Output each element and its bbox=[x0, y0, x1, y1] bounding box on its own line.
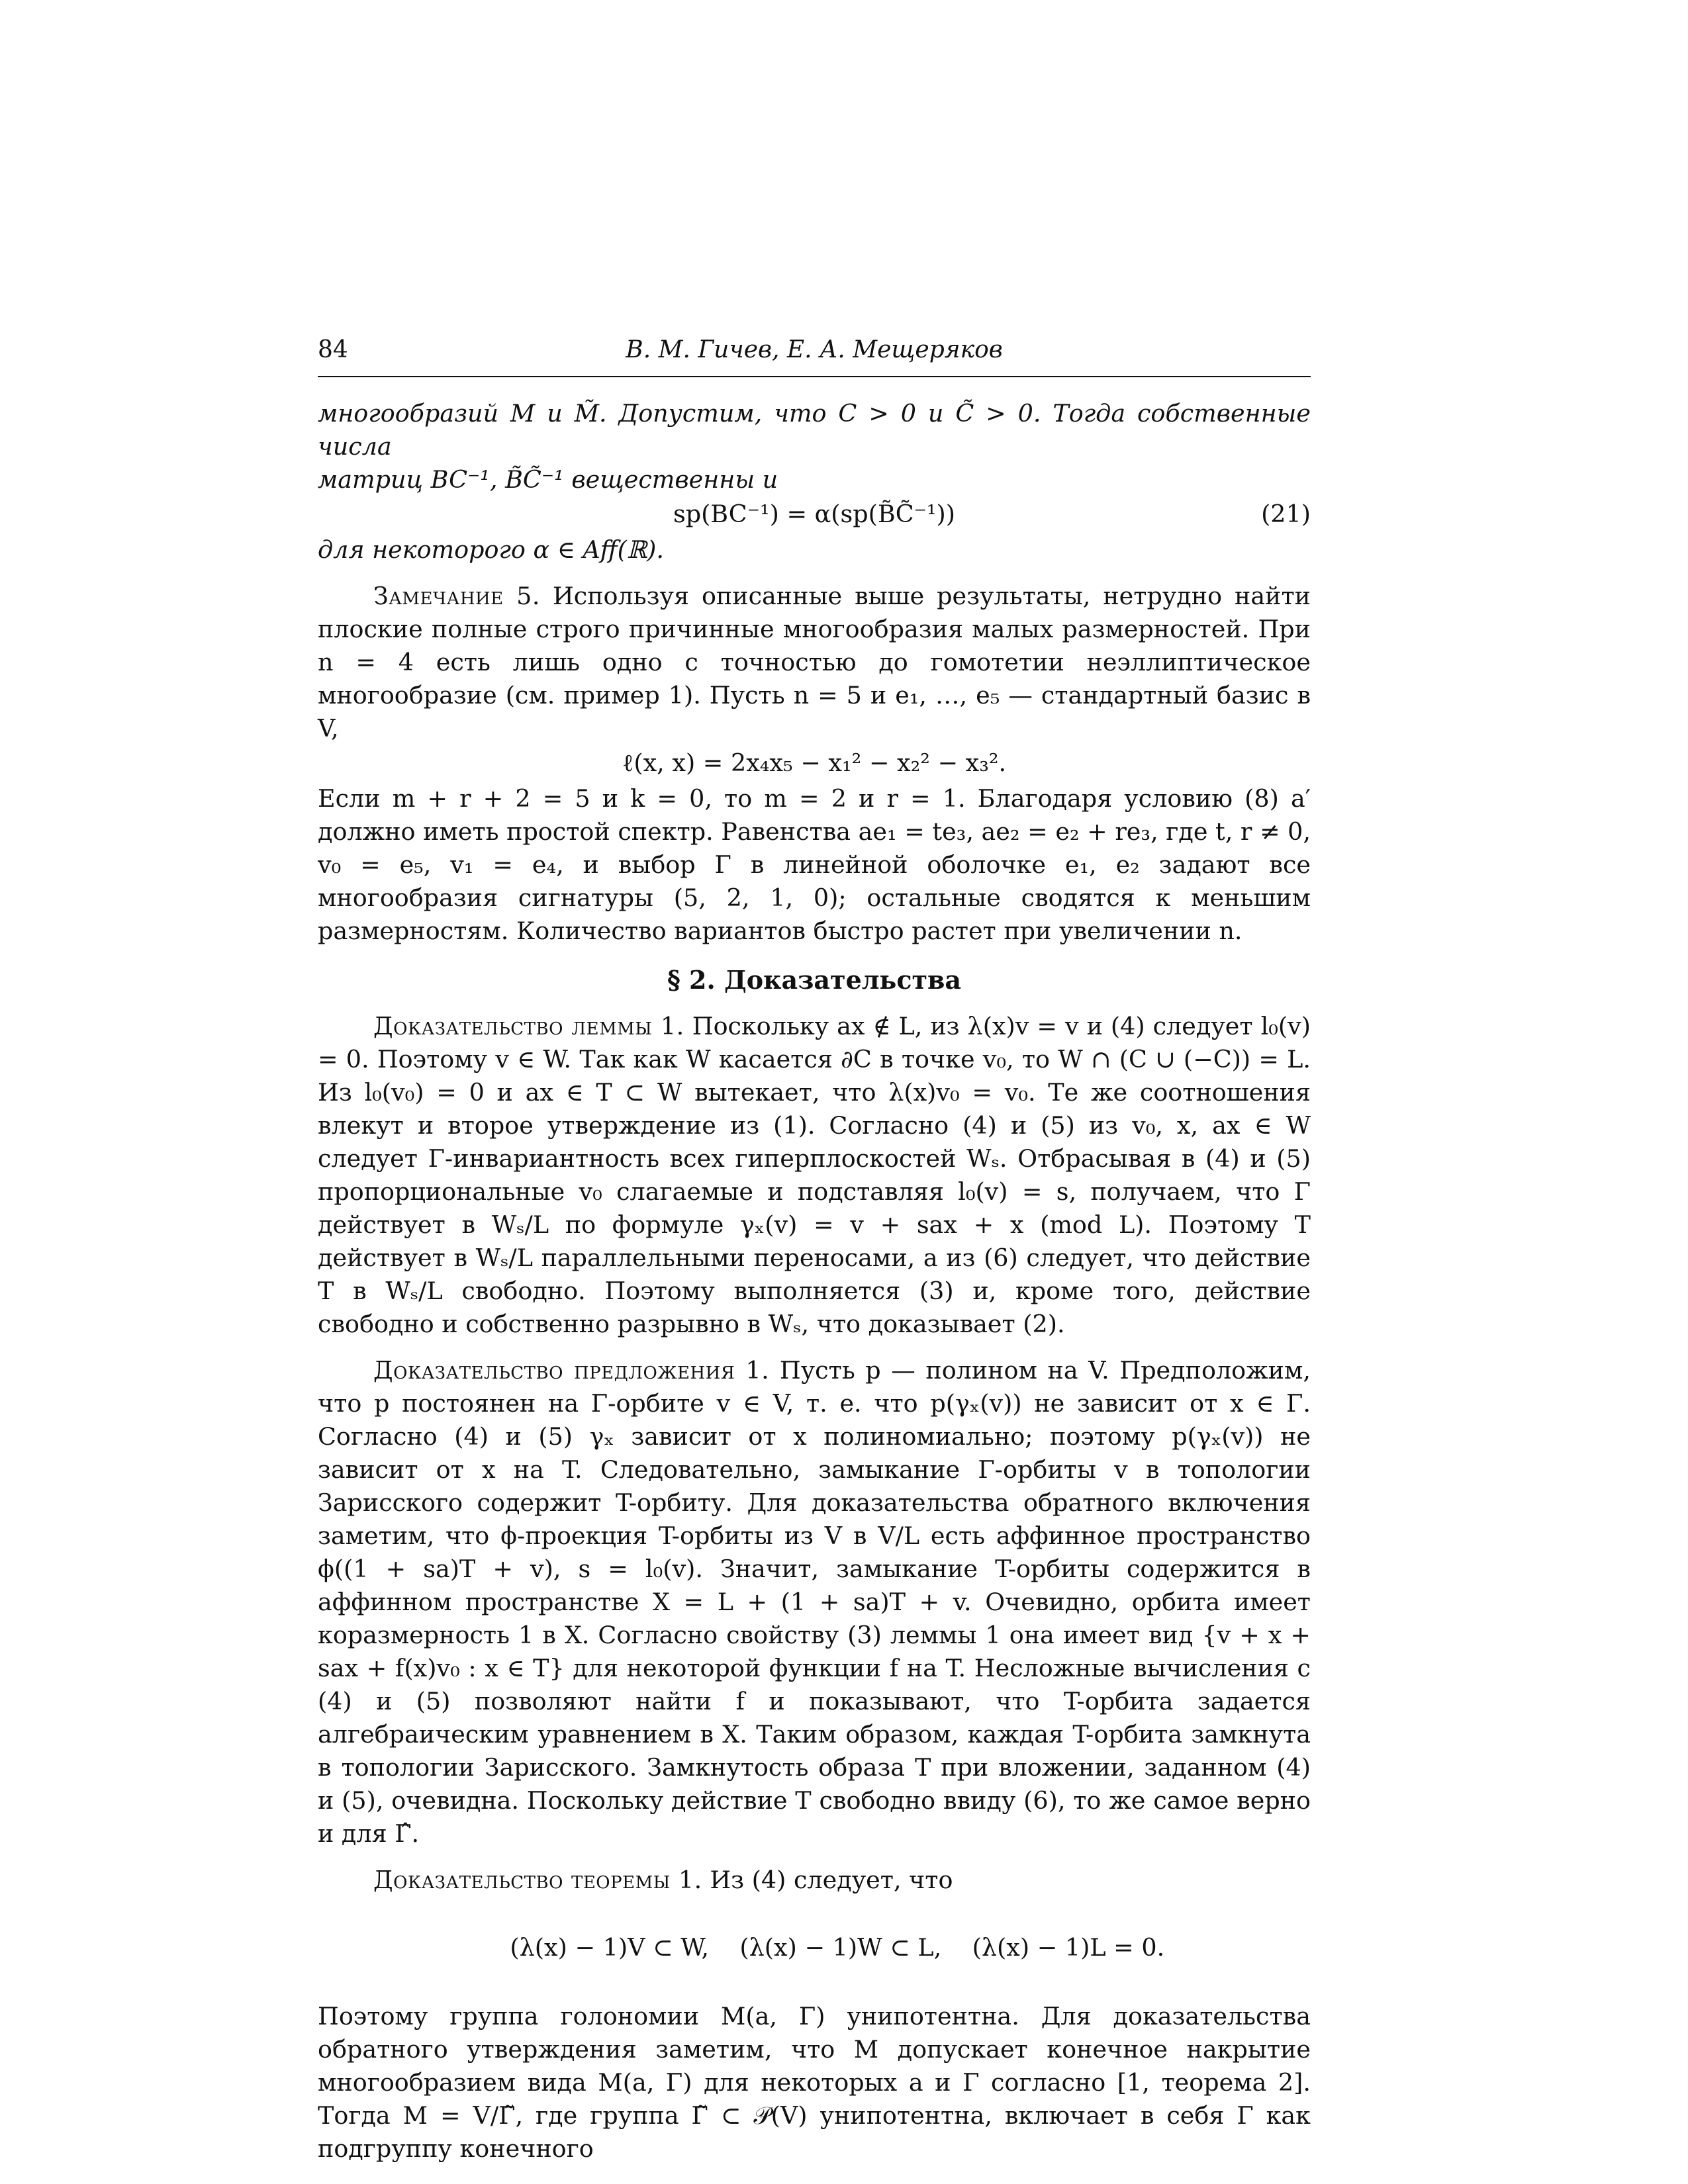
proof-theorem-1-intro-text: Из (4) следует, что bbox=[710, 1866, 953, 1894]
page-number: 84 bbox=[318, 336, 348, 363]
remark-5-continuation: Если m + r + 2 = 5 и k = 0, то m = 2 и r = 1. Благодаря условию (8) a′ должно иметь простой спектр. Равенства ae₁ = te₃, ae₂ = e₂ + re₃, где t, r ≠ 0, v₀ = e₅, v₁ = e₄, и выбор Γ в линейной оболочке e₁, e₂ задают все многообразия сигнатуры (5, 2, 1, 0); остальные сводятся к меньшим размерностям. Количество вариантов быстро растет при увеличении n. bbox=[318, 784, 1311, 945]
proof-theorem-1-label: Доказательство теоремы 1. bbox=[373, 1866, 702, 1894]
proof-lemma-1-text: Поскольку ax ∉ L, из λ(x)v = v и (4) следует l₀(v) = 0. Поэтому v ∈ W. Так как W касается ∂C в точке v₀, то W ∩ (C ∪ (−C)) = L. Из l₀(v₀) = 0 и ax ∈ T ⊂ W вытекает, что λ(x)v₀ = v₀. Те же соотношения влекут и второе утверждение из (1). Согласно (4) и (5) из v₀, x, ax ∈ W следует Γ-инвариантность всех гиперплоскостей Wₛ. Отбрасывая в (4) и (5) пропорциональные v₀ слагаемые и подставляя l₀(v) = s, получаем, что Γ действует в Wₛ/L по формуле γₓ(v) = v + sax + x (mod L). Поэтому T действует в Wₛ/L параллельными переносами, а из (6) следует, что действие T в Wₛ/L свободно. Поэтому выполняется (3) и, кроме того, действие свободно и собственно разрывно в Wₛ, что доказывает (2). bbox=[318, 1012, 1311, 1338]
theorem-tail-line-2: матриц BC⁻¹, B̃C̃⁻¹ вещественны и bbox=[318, 465, 778, 494]
running-head-authors: В. М. Гичев, Е. А. Мещеряков bbox=[626, 336, 1003, 363]
theorem-tail-line-1: многообразий M и M̃. Допустим, что C > 0 и C̃ > 0. Тогда собственные числа bbox=[318, 399, 1311, 461]
formula-quadratic-form-body: ℓ(x, x) = 2x₄x₅ − x₁² − x₂² − x₃². bbox=[622, 749, 1007, 777]
remark-5-text: Используя описанные выше результаты, нетрудно найти плоские полные строго причинные многообразия малых размерностей. При n = 4 есть лишь одно с точностью до гомотетии неэллиптическое многообразие (см. пример 1). Пусть n = 5 и e₁, …, e₅ — стандартный базис в V, bbox=[318, 582, 1311, 743]
formula-quadratic-form bbox=[318, 747, 1311, 780]
formula-21 bbox=[318, 498, 1311, 531]
formula-nilpotent-chain-body: (λ(x) − 1)V ⊂ W, (λ(x) − 1)W ⊂ L, (λ(x) − 1)L = 0. bbox=[510, 1933, 1165, 1962]
proof-lemma-1-paragraph bbox=[318, 1010, 1311, 1341]
formula-21-number: (21) bbox=[1261, 500, 1311, 528]
remark-5-paragraph bbox=[318, 580, 1311, 745]
formula-21-body: sp(BC⁻¹) = α(sp(B̃C̃⁻¹)) bbox=[673, 500, 956, 528]
proof-proposition-1-text: Пусть p — полином на V. Предположим, что p постоянен на Γ-орбите v ∈ V, т. е. что p(γₓ(v)) не зависит от x ∈ Γ. Согласно (4) и (5) γₓ зависит от x полиномиально; поэтому p(γₓ(v)) не зависит от x на T. Следовательно, замыкание Γ-орбиты v в топологии Зарисского содержит T-орбиту. Для доказательства обратного включения заметим, что ϕ-проекция T-орбиты из V в V/L есть аффинное пространство ϕ((1 + sa)T + v), s = l₀(v). Значит, замыкание T-орбиты содержится в аффинном пространстве X = L + (1 + sa)T + v. Очевидно, орбита имеет коразмерность 1 в X. Согласно свойству (3) леммы 1 она имеет вид {v + x + sax + f(x)v₀ : x ∈ T} для некоторой функции f на T. Несложные вычисления с (4) и (5) позволяют найти f и показывают, что T-орбита задается алгебраическим уравнением в X. Таким образом, каждая T-орбита замкнута в топологии Зарисского. Замкнутость образа T при вложении, заданном (4) и (5), очевидна. Поскольку действие T свободно ввиду (6), то же самое верно и для Γ̂. bbox=[318, 1356, 1311, 1848]
proof-proposition-1-label: Доказательство предложения 1. bbox=[373, 1356, 770, 1385]
section-title: § 2. Доказательства bbox=[667, 965, 962, 995]
proof-theorem-1-intro bbox=[318, 1864, 1311, 1897]
main-text bbox=[318, 397, 1311, 2165]
proof-proposition-1-paragraph bbox=[318, 1354, 1311, 1850]
formula-nilpotent-chain bbox=[318, 1898, 1311, 1997]
proof-lemma-1-label: Доказательство леммы 1. bbox=[373, 1012, 684, 1040]
theorem-tail-line-3: для некоторого α ∈ Aff(ℝ). bbox=[318, 535, 665, 564]
proof-theorem-1-text: Поэтому группа голономии M(a, Γ) унипотентна. Для доказательства обратного утверждения заметим, что M допускает конечное накрытие многообразием вида M(a, Γ) для некоторых a и Γ согласно [1, теорема 2]. Тогда M = V/Γ̃, где группа Γ̃ ⊂ 𝒫(V) унипотентна, включает в себя Γ как подгруппу конечного bbox=[318, 2002, 1311, 2163]
remark-5-label: Замечание 5. bbox=[373, 582, 540, 610]
running-head bbox=[318, 336, 1311, 377]
